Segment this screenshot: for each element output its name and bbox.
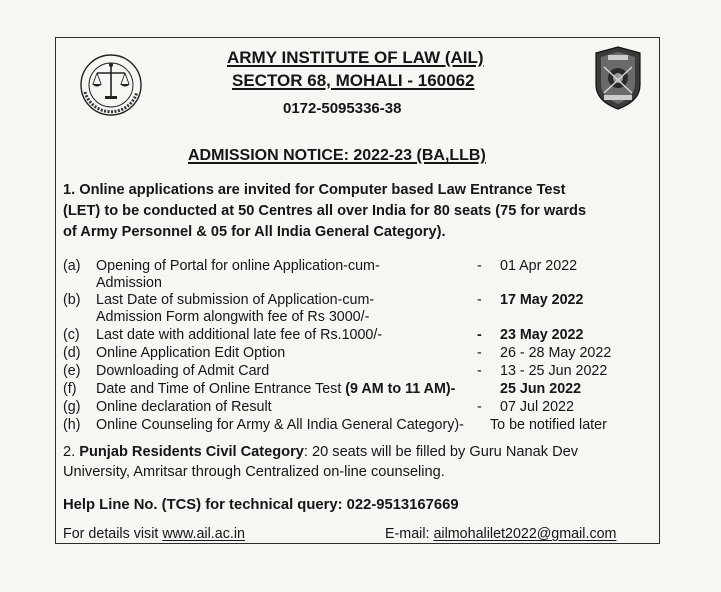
- schedule-item-e: (e) Downloading of Admit Card - 13 - 25 Jun 2022: [63, 363, 608, 379]
- schedule-item-g: (g) Online declaration of Result - 07 Jul 2022: [63, 399, 574, 415]
- footer-email: E-mail: ailmohalilet2022@gmail.com: [385, 526, 617, 542]
- para1-line3: of Army Personnel & 05 for All India General Category).: [63, 224, 446, 240]
- institute-name: ARMY INSTITUTE OF LAW (AIL): [227, 48, 484, 67]
- schedule-item-a: (a) Opening of Portal for online Application-cum- - 01 Apr 2022: [63, 258, 578, 274]
- para1-line1: 1. Online applications are invited for Computer based Law Entrance Test: [63, 182, 566, 198]
- scales-of-justice-emblem-icon: [78, 52, 144, 118]
- awes-army-crest-icon: [590, 45, 646, 111]
- footer-visit: For details visit www.ail.ac.in: [63, 526, 245, 542]
- institute-phone: 0172-5095336-38: [283, 100, 402, 117]
- schedule-item-b-cont: Admission Form alongwith fee of Rs 3000/-: [96, 309, 370, 325]
- schedule-item-d: (d) Online Application Edit Option - 26 - 28 May 2022: [63, 345, 612, 361]
- para2-line2: University, Amritsar through Centralized on-line counseling.: [63, 464, 445, 480]
- para1-line2: (LET) to be conducted at 50 Centres all over India for 80 seats (75 for wards: [63, 203, 587, 219]
- schedule-item-c: (c) Last date with additional late fee of Rs.1000/- - 23 May 2022: [63, 327, 584, 343]
- institute-address: SECTOR 68, MOHALI - 160062: [232, 71, 475, 90]
- notice-title: ADMISSION NOTICE: 2022-23 (BA,LLB): [188, 147, 486, 164]
- schedule-item-f: (f) Date and Time of Online Entrance Test (9 AM to 11 AM)- 25 Jun 2022: [63, 381, 582, 397]
- schedule-item-h: (h) Online Counseling for Army & All India General Category)- To be notified later: [63, 417, 607, 433]
- schedule-item-b: (b) Last Date of submission of Application-cum- - 17 May 2022: [63, 292, 584, 308]
- website-link[interactable]: www.ail.ac.in: [162, 526, 245, 542]
- schedule-item-a-cont: Admission: [96, 275, 162, 291]
- para2-line1: 2. Punjab Residents Civil Category: 20 seats will be filled by Guru Nanak Dev: [63, 444, 579, 460]
- helpline: Help Line No. (TCS) for technical query: 022-9513167669: [63, 497, 459, 513]
- email-link[interactable]: ailmohalilet2022@gmail.com: [433, 526, 617, 542]
